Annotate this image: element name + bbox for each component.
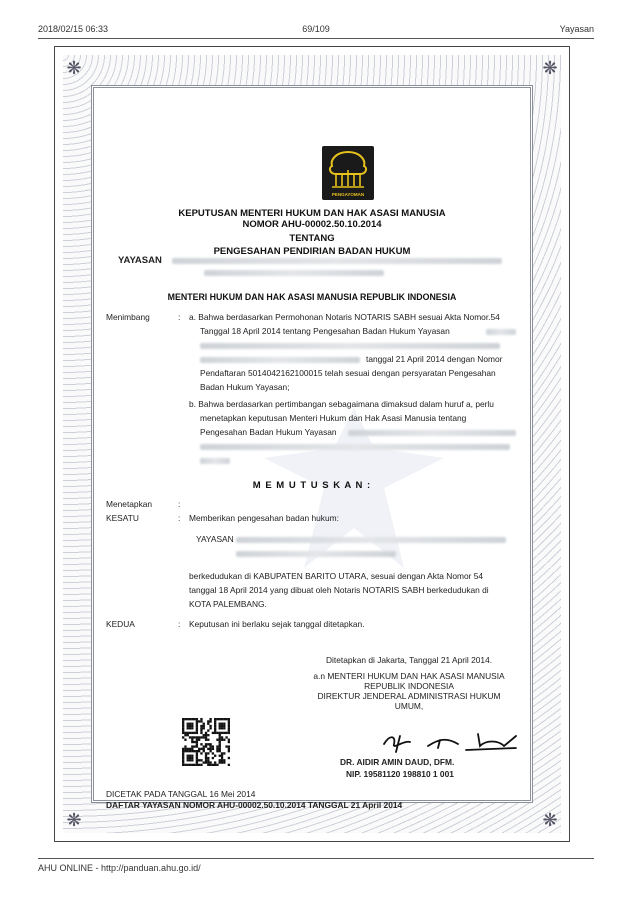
- kesatu-domicile-line: KOTA PALEMBANG.: [189, 599, 267, 609]
- corner-ornament-icon: ❋: [542, 810, 558, 830]
- redacted-name: [236, 547, 396, 561]
- page-footer: AHU ONLINE - http://panduan.ahu.go.id/: [38, 863, 201, 873]
- print-datetime: 2018/02/15 06:33: [38, 24, 109, 34]
- on-behalf: [304, 671, 514, 711]
- colon: :: [178, 619, 181, 629]
- page-header: [38, 24, 594, 38]
- menetapkan-label: Menetapkan: [106, 499, 153, 509]
- redacted-name: [204, 266, 384, 280]
- certificate-body: [91, 85, 533, 810]
- redacted-name: [200, 353, 360, 367]
- header-title: Yayasan: [559, 24, 594, 34]
- banyan-tree-icon: [322, 146, 374, 192]
- decree-about: TENTANG: [289, 233, 335, 244]
- redacted-name: [486, 325, 516, 339]
- kesatu-domicile: berkedudukan di KABUPATEN BARITO UTARA, sesuai dengan Akta Nomor 54: [189, 571, 484, 581]
- on-behalf-line: DIREKTUR JENDERAL ADMINISTRASI HUKUM UMUM,: [317, 691, 501, 711]
- kesatu-label: KESATU: [106, 513, 139, 523]
- kesatu-yayasan: YAYASAN: [196, 534, 234, 544]
- certificate: [54, 46, 570, 842]
- consideration-a-line: Pendaftaran 5014042162100015 telah sesuai dengan persyaratan Pengesahan: [200, 368, 496, 378]
- page-number: 69/109: [302, 24, 330, 34]
- colon: :: [178, 312, 181, 322]
- corner-ornament-icon: ❋: [66, 810, 82, 830]
- kesatu-text: Memberikan pengesahan badan hukum:: [189, 513, 339, 523]
- consideration-b-line: Pengesahan Badan Hukum Yayasan: [200, 427, 337, 437]
- signature-icon: [366, 726, 526, 756]
- menimbang-label: Menimbang: [106, 312, 150, 322]
- redacted-name: [200, 454, 230, 468]
- memutuskan-heading: M E M U T U S K A N :: [252, 480, 372, 491]
- consideration-a: a. Bahwa berdasarkan Permohonan Notaris NOTARIS SABH sesuai Akta Nomor.54: [189, 312, 500, 322]
- decree-title: KEPUTUSAN MENTERI HUKUM DAN HAK ASASI MANUSIA: [178, 208, 446, 219]
- redacted-name: [200, 339, 500, 353]
- qr-code-icon: [182, 718, 230, 766]
- header-divider: [38, 38, 594, 39]
- kedua-label: KEDUA: [106, 619, 135, 629]
- redacted-name: [236, 533, 506, 547]
- signatory-nip: NIP. 19581120 198810 1 001: [346, 769, 454, 779]
- printed-date: DICETAK PADA TANGGAL 16 Mei 2014: [106, 789, 256, 799]
- footer-divider: [38, 858, 594, 859]
- decree-number: NOMOR AHU-00002.50.10.2014: [242, 219, 382, 230]
- signatory-name: DR. AIDIR AMIN DAUD, DFM.: [340, 757, 455, 767]
- consideration-b-line: menetapkan keputusan Menteri Hukum dan Hak Asasi Manusia tentang: [200, 413, 467, 423]
- colon: :: [178, 513, 181, 523]
- logo-caption: PENGAYOMAN: [331, 192, 365, 197]
- consideration-b: b. Bahwa berdasarkan pertimbangan sebagaimana dimaksud dalam huruf a, perlu: [189, 399, 494, 409]
- kesatu-domicile-line: tanggal 18 April 2014 yang dibuat oleh Notaris NOTARIS SABH berkedudukan di: [189, 585, 489, 595]
- registry-number: DAFTAR YAYASAN NOMOR AHU-00002.50.10.2014 TANGGAL 21 April 2014: [106, 800, 403, 810]
- corner-ornament-icon: ❋: [66, 58, 82, 78]
- redacted-name: [200, 440, 510, 454]
- decree-subject: PENGESAHAN PENDIRIAN BADAN HUKUM: [213, 246, 411, 257]
- consideration-a-line: tanggal 21 April 2014 dengan Nomor: [366, 354, 503, 364]
- pengayoman-logo: [322, 146, 374, 200]
- colon: :: [178, 499, 181, 509]
- on-behalf-line: REPUBLIK INDONESIA: [364, 681, 454, 691]
- consideration-a-line: Badan Hukum Yayasan;: [200, 382, 290, 392]
- redacted-name: [348, 426, 516, 440]
- kedua-text: Keputusan ini berlaku sejak tanggal ditetapkan.: [189, 619, 365, 629]
- on-behalf-line: a.n MENTERI HUKUM DAN HAK ASASI MANUSIA: [313, 671, 505, 681]
- place-date: Ditetapkan di Jakarta, Tanggal 21 April 2014.: [326, 655, 493, 665]
- consideration-a-line: Tanggal 18 April 2014 tentang Pengesahan Badan Hukum Yayasan: [200, 326, 450, 336]
- minister-heading: MENTERI HUKUM DAN HAK ASASI MANUSIA REPUBLIK INDONESIA: [167, 292, 457, 302]
- corner-ornament-icon: ❋: [542, 58, 558, 78]
- yayasan-label: YAYASAN: [118, 255, 162, 266]
